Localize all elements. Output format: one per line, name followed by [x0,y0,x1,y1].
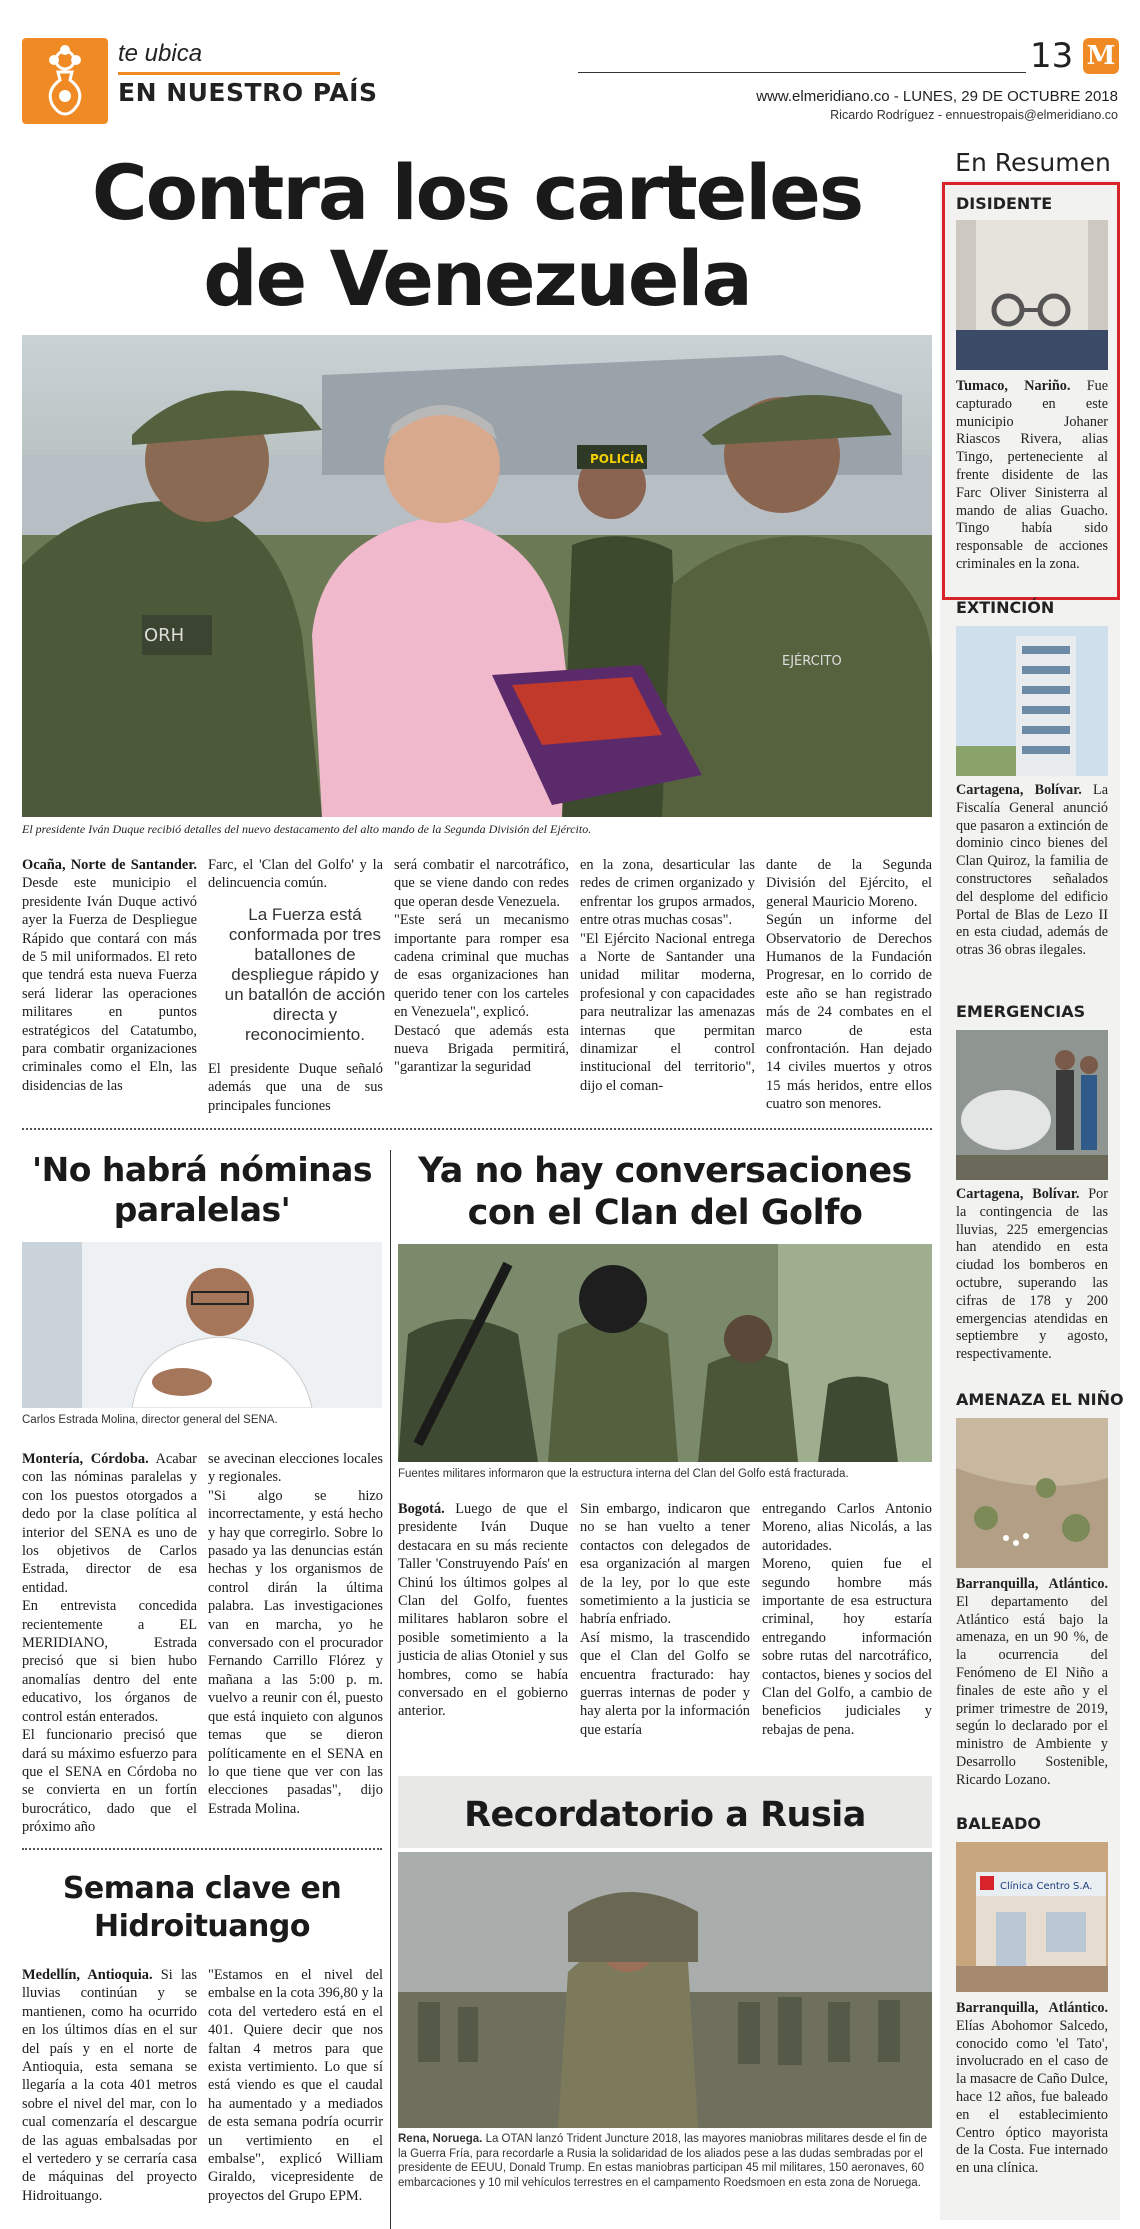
rusia-photo-illustration [398,1852,932,2128]
sidebar-item-head: BALEADO [956,1814,1041,1833]
drought-icon [956,1418,1108,1568]
vase-icon [22,38,108,124]
hidro-headline-line2: Hidroituango [94,1909,310,1944]
nominas-photo [22,1242,382,1408]
clan-photo [398,1244,932,1462]
sidebar-item-head: EMERGENCIAS [956,1002,1086,1021]
section-title: EN NUESTRO PAÍS [118,78,378,107]
lead-dateline: Ocaña, Norte de Santander. [22,857,197,873]
sidebar-item-dateline: Cartagena, Bolívar. [956,1186,1080,1202]
lead-photo-illustration [22,335,932,817]
lead-headline [22,150,932,322]
nominas-photo-caption: Carlos Estrada Molina, director general del SENA. [22,1414,278,1426]
lead-column-1 [22,856,197,1095]
lead-column-2a: Farc, el 'Clan del Golfo' y la delincuencia común. [208,857,383,892]
sidebar-item-body: Fue capturado en este municipio Johaner Riascos Rivera, alias Tingo, perteneciente al frente disidente de las Farc Oliver Sinisterra al mando de alias Guacho. Tingo había sido responsable de acciones criminales en la zona. [956,378,1109,572]
nominas-headline [22,1150,382,1230]
rusia-caption [398,2132,932,2190]
hidro-headline [22,1870,382,1946]
section-divider [22,1128,932,1130]
sidebar-item-head: AMENAZA EL NIÑO [956,1390,1124,1409]
sidebar-item-dateline: Barranquilla, Atlántico. [956,1576,1108,1592]
clan-photo-caption: Fuentes militares informaron que la estructura interna del Clan del Golfo está fracturada. [398,1468,849,1480]
flood-icon [956,1030,1108,1180]
column-divider [390,1150,391,2229]
lead-column-4: en la zona, desarticular las redes de crimen organizado y enfrentar los grupos armados, entre otras muchas cosas". "El Ejército Nacional entrega a Norte de Santander una unidad militar moderna, profesional y con capacidades para neutralizar las amenazas internas que permitan dinamizar el control institucional del territorio", dijo el coman- [580,857,755,1094]
lead-pull-quote: La Fuerza está conformada por tres batallones de despliegue rápido y un batallón de acción directa y reconocimiento. [224,905,386,1044]
rusia-photo [398,1852,932,2128]
handcuffs-icon [956,220,1108,370]
lead-headline-line1: Contra los carteles [91,148,863,237]
sidebar-item-text [956,1186,1108,1364]
rusia-headline: Recordatorio a Rusia [464,1795,866,1835]
clan-column-3: entregando Carlos Antonio Moreno, alias Nicolás, a las autoridades. Moreno, quien fue el segundo hombre más importante de esa estructura criminal, hoy estaría entregando información sobre rutas del narcotráfico, contactos, bienes y socios del Clan del Golfo, a cambio de beneficios judiciales y rebajas de pena. [762,1501,932,1738]
sidebar-photo-flood [956,1030,1108,1180]
patch-text: ORH [144,625,185,646]
sidebar-item-text [956,782,1108,960]
lead-headline-line2: de Venezuela [203,234,751,323]
clan-column-1 [398,1500,568,1721]
sidebar-item-head: EXTINCIÓN [956,598,1055,617]
rusia-caption-text: La OTAN lanzó Trident Juncture 2018, las mayores maniobras militares desde el fin de la Guerra Fría, para recordarle a Rusia la solidaridad de los aliados pese a las dudas sembradas por el presidente de EEUU, Donald Trump. En estas maniobras participan 45 mil militares, 150 aeronaves, 60 embarcaciones y 10 mil vehículos terrestres en el campamento Roedsmoen en esta zona de Noruega. [398,2133,928,2189]
clan-col1-text: Luego de que el presidente Iván Duque destacara en su más reciente Taller 'Construyendo País' en Chinú los últimos golpes al Clan del Golfo, fuentes militares hablaron sobre el posible sometimiento a la justicia de alias Otoniel y sus hombres, como se había conversado en el gobierno anterior. [398,1501,568,1720]
sidebar-item-dateline: Tumaco, Nariño. [956,378,1071,394]
byline: Ricardo Rodríguez - ennuestropais@elmeridiano.co [830,108,1118,122]
nominas-dateline: Montería, Córdoba. [22,1451,149,1467]
clan-headline-line1: Ya no hay conversaciones [418,1151,912,1191]
top-rule [578,72,1026,73]
sidebar-item-text [956,2000,1108,2178]
nominas-column-1 [22,1450,197,1837]
sidebar-item-dateline: Barranquilla, Atlántico. [956,2000,1108,2016]
nominas-col1-text: Acabar con las nóminas paralelas y con los puestos otorgados a dedo por la clase política al interior del SENA es uno de los objetivos de Carlos Estrada, director de esa entidad. En entrevista concedida recientemente a EL MERIDIANO, Estrada precisó que si bien hubo anomalías dentro del ente educativo, los órganos de control están enterados. El funcionario precisó que dará su máximo esfuerzo para que el SENA en Córdoba no se convierta en un fortín burocrático, dado que el próximo año [22,1451,197,1836]
section-logo [22,38,108,124]
nominas-headline-line2: paralelas' [113,1190,291,1229]
section-underline [118,72,340,75]
section-divider-2 [22,1848,382,1850]
lead-column-3: será combatir el narcotráfico, que se viene dando con redes que operan desde Venezuela. "Este será un mecanismo importante para romper esa cadena criminal que muchas de esas organizaciones han querido tener con los carteles en Venezuela", explicó. Destacó que además esta nueva Brigada permitirá, "garantizar la seguridad [394,857,569,1076]
sidebar-photo-building [956,626,1108,776]
clan-dateline: Bogotá. [398,1501,445,1517]
sidebar-photo-clinic [956,1842,1108,1992]
army-tape-text: EJÉRCITO [782,654,842,669]
sidebar-title: En Resumen [955,148,1111,177]
clan-photo-illustration [398,1244,932,1462]
section-kicker: te ubica [118,40,203,67]
building-icon [956,626,1108,776]
date-line: www.elmeridiano.co - LUNES, 29 DE OCTUBRE 2018 [756,88,1118,105]
rusia-dateline: Rena, Noruega. [398,2133,483,2145]
sidebar-photo-handcuffs [956,220,1108,370]
hidro-headline-line1: Semana clave en [62,1871,342,1906]
sidebar-item-body: Por la contingencia de las lluvias, 225 emergencias han atendido en esta ciudad los bomberos en octubre, superando las cifras de 178 y 200 emergencias atendidas en septiembre y agosto, respectivamente. [956,1186,1109,1363]
hidro-column-1 [22,1966,197,2205]
sidebar-item-head: DISIDENTE [956,194,1053,213]
nominas-photo-illustration [22,1242,382,1408]
clan-headline-line2: con el Clan del Golfo [467,1193,863,1233]
lead-col1-text: Desde este municipio el presidente Iván Duque activó ayer la Fuerza de Despliegue Rápido que contará con más de 5 mil uniformados. El reto que tendrá esta nueva Fuerza será liderar las operaciones militares en puntos estratégicos del Catatumbo, para combatir organizaciones criminales como el Eln, las disidencias de las [22,875,197,1094]
brand-logo: M [1083,38,1119,74]
sidebar-item-body: El departamento del Atlántico está bajo la amenaza, en un 90 %, de la ocurrencia del Fenómeno de El Niño a finales de este año y el primer trimestre de 2019, según lo declarado por el ministro de Ambiente y Desarrollo Sostenible, Ricardo Lozano. [956,1593,1108,1788]
lead-photo-caption: El presidente Iván Duque recibió detalles del nuevo destacamento del alto mando de la Segunda División del Ejército. [22,822,592,836]
clan-headline [398,1150,932,1234]
nominas-column-2: se avecinan elecciones locales y regionales. "Si algo se hizo incorrectamente, y está hecho y hay que corregirlo. Sobre lo pasado ya las denuncias están hechas y los organismos de control dirán la última palabra. Las investigaciones van en marcha, yo he conversado con el procurador Fernando Carrillo Flórez y mañana a las 5:00 p. m. vuelvo a reunir con él, puesto que está inquieto con algunos temas que se dieron políticamente en el SENA en lo que tiene que ver con las elecciones pasadas", dijo Estrada Molina. [208,1451,383,1817]
page-number: 13 [1030,36,1074,76]
lead-photo [22,335,932,817]
lead-column-2b: El presidente Duque señaló además que una de sus principales funciones [208,1061,383,1114]
hidro-column-2: "Estamos en el nivel del embalse en la cota 396,80 y la cota del vertedero está en el 401. Quiere decir que nos faltan 4 metros para que exista vertimiento. Lo que sí está viendo es que el caudal ha aumentado y a mediados de esta semana podría ocurrir un vertimiento en el embalse", explicó William Giraldo, vicepresidente de proyectos del Grupo EPM. [208,1967,383,2204]
police-cap-text: POLICÍA [590,452,644,466]
clinic-icon [956,1842,1108,1992]
sidebar-item-body: Elías Abohomor Salcedo, conocido como 'el Tato', involucrado en el caso de la masacre de Caño Dulce, hace 12 años, fue baleado en el establecimiento Centro óptico mayorista de la Costa. Fue internado en una clínica. [956,2017,1108,2177]
lead-column-5: dante de la Segunda División del Ejército, el general Mauricio Moreno. Según un informe del Observatorio de Derechos Humanos de la Fundación Progresar, en lo corrido de este año se han registrado más de 24 combates en el marco de esta confrontación. Han dejado 14 civiles muertos y otros 15 más heridos, entre ellos cuatro son menores. [766,857,932,1113]
nominas-headline-line1: 'No habrá nóminas [31,1150,373,1189]
sidebar-item-dateline: Cartagena, Bolívar. [956,782,1082,798]
hidro-dateline: Medellín, Antioquia. [22,1967,153,1983]
sidebar-photo-drought [956,1418,1108,1568]
clan-column-2: Sin embargo, indicaron que no se han vuelto a tener contactos con delegados de esa organización al margen de la ley, por lo que este sometimiento a la justicia se habría enfriado. Así mismo, la trascendido que el Clan del Golfo se encuentra fracturado: hay guerras internas de poder y hay alerta por la información que estaría [580,1501,750,1738]
sidebar-item-body: La Fiscalía General anunció que pasaron a extinción de dominio cinco bienes del Clan Quiroz, la familia de constructores señalados del desplome del edificio Portal de Blas de Lezo II en esta ciudad, además de otras 36 obras ilegales. [956,782,1109,959]
clinic-sign-text: Clínica Centro S.A. [1000,1881,1093,1892]
sidebar-item-text [956,378,1108,574]
hidro-col1-text: Si las lluvias continúan y se mantienen, como ha ocurrido en los últimos días en el sur del país y en el norte de Antioquia, esta semana se llegaría a la cota 401 metros sobre el nivel del mar, con lo cual comenzaría el descargue de las aguas embalsadas por el vertedero y se cerraría casa de máquinas del proyecto Hidroituango. [22,1967,197,2204]
sidebar-item-text [956,1576,1108,1790]
